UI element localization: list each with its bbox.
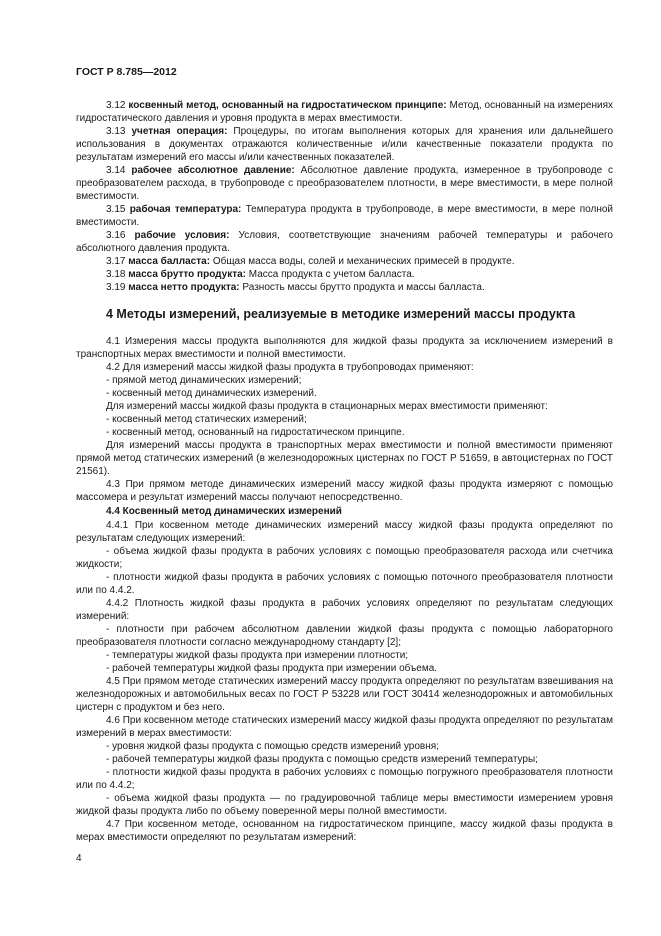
list-item: - косвенный метод, основанный на гидростатическом принципе.: [106, 427, 405, 438]
definition-3-16: 3.16 рабочие условия: Условия, соответствующие значениям рабочей температуры и рабочего абсолютного давления продукта.: [76, 230, 613, 254]
paragraph-4-2-transport: Для измерений массы продукта в транспортных мерах вместимости и полной вместимости применяют прямой метод статических измерений (в железнодорожных цистернах по ГОСТ Р 51659, в автоцистернах по ГОСТ 21561).: [76, 440, 613, 477]
paragraph-4-4-2: 4.4.2 Плотность жидкой фазы продукта в рабочих условиях определяют по результатам следующих измерений:: [76, 598, 613, 622]
list-item: - температуры жидкой фазы продукта при измерении плотности;: [106, 650, 409, 661]
list-item: - рабочей температуры жидкой фазы продукта при измерении объема.: [106, 663, 438, 674]
list-item: - косвенный метод статических измерений;: [106, 414, 307, 425]
paragraph-4-3: 4.3 При прямом методе динамических измерений массу жидкой фазы продукта измеряют с помощью массомера и результат измерений массы получают непосредственно.: [76, 479, 613, 503]
page-number: 4: [76, 853, 82, 864]
list-item: - плотности жидкой фазы продукта в рабочих условиях с помощью поточного преобразователя плотности или по 4.4.2.: [76, 572, 613, 596]
paragraph-4-4-1: 4.4.1 При косвенном методе динамических измерений массу жидкой фазы продукта определяют по результатам следующих измерений:: [76, 520, 613, 544]
definition-3-15: 3.15 рабочая температура: Температура продукта в трубопроводе, в мере вместимости, в мере полной вместимости.: [76, 204, 613, 228]
paragraph-4-7: 4.7 При косвенном методе, основанном на гидростатическом принципе, массу жидкой фазы продукта в мерах вместимости определяют по результатам измерений:: [76, 819, 613, 843]
definition-3-14: 3.14 рабочее абсолютное давление: Абсолютное давление продукта, измеренное в трубопроводе с преобразователем расхода, в трубопроводе с преобразователем плотности, в мере вместимости, в мере полной вместимости.: [76, 165, 613, 202]
document-code-header: ГОСТ Р 8.785—2012: [76, 66, 177, 78]
section-4-title: 4 Методы измерений, реализуемые в методике измерений массы продукта: [106, 307, 576, 321]
definition-3-18: 3.18 масса брутто продукта: Масса продукта с учетом балласта.: [106, 269, 415, 280]
definition-3-12: 3.12 косвенный метод, основанный на гидростатическом принципе: Метод, основанный на измерениях гидростатического давления и уровня продукта в мерах вместимости.: [76, 100, 613, 124]
list-item: - объема жидкой фазы продукта в рабочих условиях с помощью преобразователя расхода или счетчика жидкости;: [76, 546, 613, 570]
list-item: - плотности при рабочем абсолютном давлении жидкой фазы продукта с помощью лабораторного преобразователя плотности согласно международному стандарту [2];: [76, 624, 613, 648]
list-item: - рабочей температуры жидкой фазы продукта с помощью средств измерений температуры;: [106, 754, 538, 765]
list-item: - косвенный метод динамических измерений.: [106, 388, 317, 399]
definitions-list: [76, 99, 613, 294]
list-item: - прямой метод динамических измерений;: [106, 375, 302, 386]
section-4-body: [76, 335, 613, 844]
list-item: - объема жидкой фазы продукта — по градуировочной таблице меры вместимости измерением уровня жидкой фазы продукта либо по объему поверенной меры полной вместимости.: [76, 793, 613, 817]
list-item: - плотности жидкой фазы продукта в рабочих условиях с помощью погружного преобразователя плотности или по 4.4.2;: [76, 767, 613, 791]
definition-3-17: 3.17 масса балласта: Общая масса воды, солей и механических примесей в продукте.: [106, 256, 515, 267]
paragraph-4-2-stationary: Для измерений массы жидкой фазы продукта в стационарных мерах вместимости применяют:: [106, 401, 548, 412]
definition-3-19: 3.19 масса нетто продукта: Разность массы брутто продукта и массы балласта.: [106, 282, 485, 293]
subsection-4-4-title: 4.4 Косвенный метод динамических измерений: [106, 506, 342, 517]
list-item: - уровня жидкой фазы продукта с помощью средств измерений уровня;: [106, 741, 439, 752]
paragraph-4-1: 4.1 Измерения массы продукта выполняются для жидкой фазы продукта за исключением измерений в транспортных мерах вместимости и полной вместимости.: [76, 336, 613, 360]
paragraph-4-6: 4.6 При косвенном методе статических измерений массу жидкой фазы продукта определяют по результатам измерений в мерах вместимости:: [76, 715, 613, 739]
definition-3-13: 3.13 учетная операция: Процедуры, по итогам выполнения которых для хранения или дальнейшего использования в документах отражаются количественные и/или качественные показатели продукта по результатам измерений его массы и/или качественных показателей.: [76, 126, 614, 163]
paragraph-4-5: 4.5 При прямом методе статических измерений массу продукта определяют по результатам взвешивания на железнодорожных и автомобильных весах по ГОСТ Р 53228 или ГОСТ 30414 железнодорожных и автомобильных цистерн с продуктом и без него.: [76, 676, 613, 713]
paragraph-4-2: 4.2 Для измерений массы жидкой фазы продукта в трубопроводах применяют:: [106, 362, 474, 373]
